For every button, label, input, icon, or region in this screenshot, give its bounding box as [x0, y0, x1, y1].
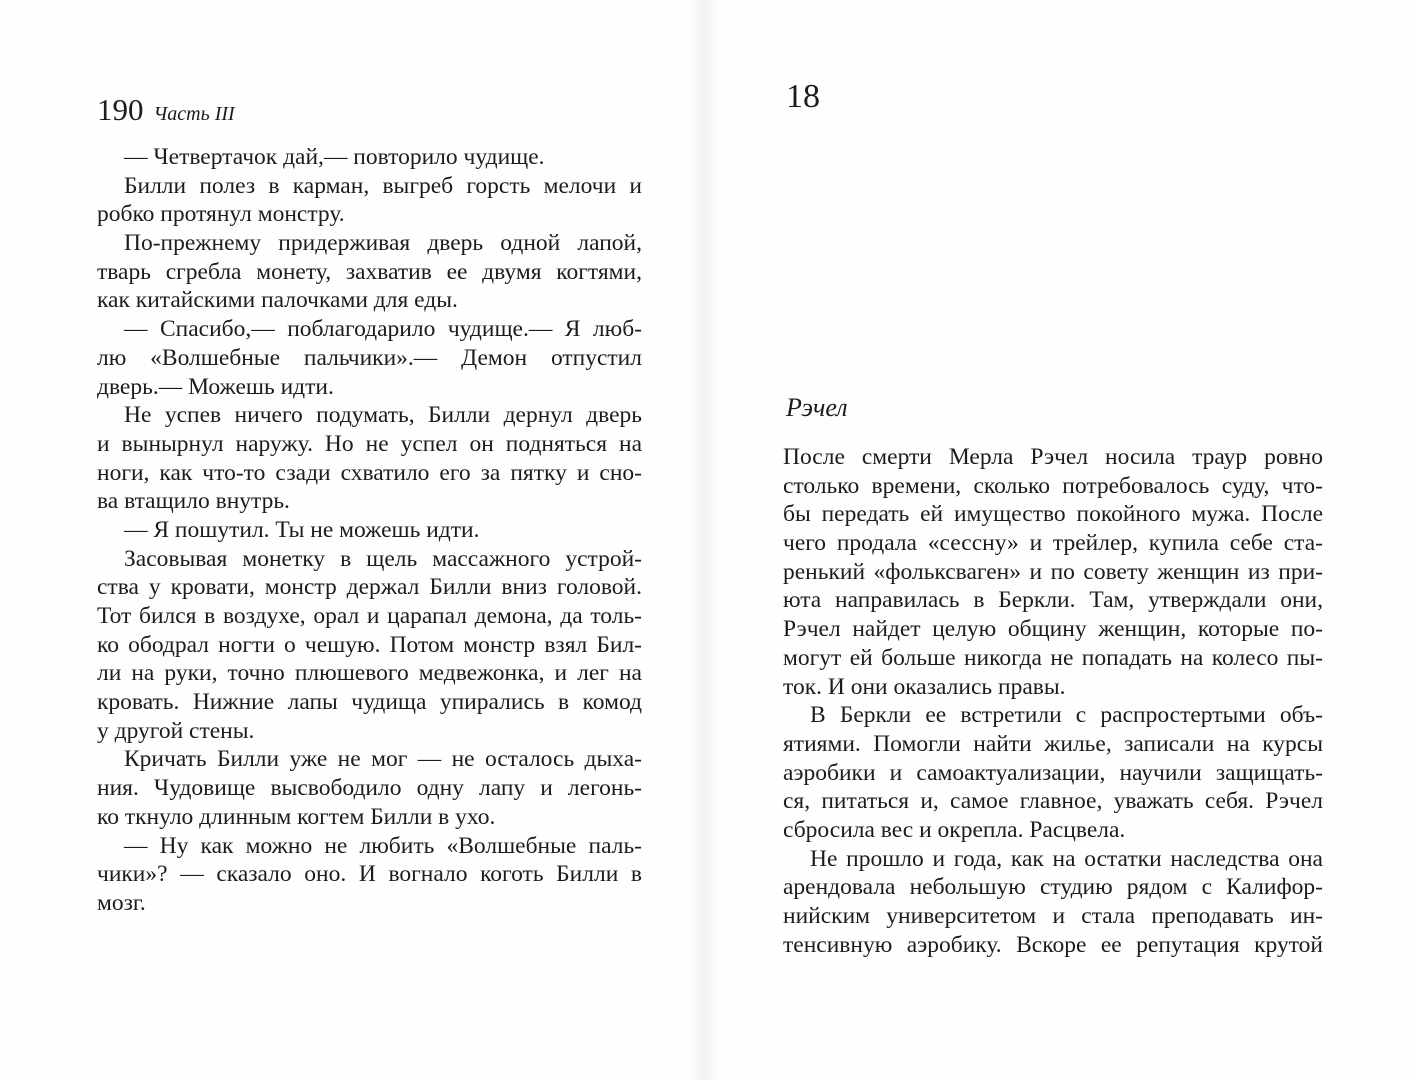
text-line: тенсивную аэробику. Вскоре ее репутация крутой — [783, 931, 1323, 958]
page-gutter — [690, 0, 720, 1080]
text-line: ния. Чудовище высвободило одну лапу и легонь- — [97, 775, 642, 802]
text-line: По-прежнему придерживая дверь одной лапой, — [124, 230, 642, 257]
text-line: и вынырнул наружу. Но не успел он подняться на — [97, 430, 642, 457]
right-body-text — [783, 443, 1323, 959]
text-line: ства у кровати, монстр держал Билли вниз головой. — [97, 574, 642, 601]
text-line: нийским университетом и стала преподавать ин- — [783, 903, 1323, 929]
text-line: — Спасибо,— поблагодарило чудище.— Я люб- — [124, 316, 642, 343]
text-line: В Беркли ее встретили с распростертыми объ- — [810, 702, 1323, 729]
part-title: Часть III — [153, 103, 235, 125]
text-line: Кричать Билли уже не мог — не осталось дыха- — [124, 746, 642, 773]
text-line: чего продала «сессну» и трейлер, купила себе ста- — [783, 530, 1323, 557]
text-line: аэробики и самоактуализации, научили защищать- — [783, 759, 1323, 786]
text-line: столько времени, сколько потребовалось суду, что- — [783, 472, 1323, 499]
text-line: ток. И они оказались правы. — [783, 673, 1066, 700]
text-line: ли на руки, точно плюшевого медвежонка, и лег на — [97, 660, 642, 687]
text-line: — Ну как можно не любить «Волшебные паль- — [124, 832, 642, 859]
text-line: бы передать ей имущество покойного мужа. После — [783, 501, 1323, 528]
text-line: сбросила вес и окрепла. Расцвела. — [783, 816, 1126, 843]
text-line: ренький «фольксваген» и по совету женщин из при- — [783, 558, 1323, 585]
text-line: как китайскими палочками для еды. — [97, 287, 458, 314]
text-line: Не прошло и года, как на остатки наследства она — [810, 845, 1323, 872]
text-line: ва втащило внутрь. — [97, 488, 290, 515]
text-line: дверь.— Можешь идти. — [97, 373, 334, 400]
text-line: могут ей больше никогда не попадать на колесо пы- — [783, 644, 1323, 671]
text-line: юта направилась в Беркли. Там, утверждали они, — [783, 587, 1323, 614]
text-line: робко протянул монстру. — [97, 201, 345, 228]
text-line: ко ткнуло длинным когтем Билли в ухо. — [97, 803, 496, 830]
text-line: Билли полез в карман, выгреб горсть мелочи и — [124, 172, 642, 199]
text-line: ятиями. Помогли найти жилье, записали на курсы — [783, 730, 1323, 757]
page-number: 190 — [97, 92, 144, 127]
text-line: — Я пошутил. Ты не можешь идти. — [124, 516, 480, 543]
text-line: Не успев ничего подумать, Билли дернул дверь — [124, 402, 642, 429]
left-body-text — [97, 143, 642, 918]
text-line: кровать. Нижние лапы чудища упирались в комод — [97, 689, 642, 716]
text-line: Тот бился в воздухе, орал и царапал демона, да толь- — [97, 603, 642, 629]
text-line: Засовывая монетку в щель массажного устрой- — [124, 545, 642, 572]
text-line: Рэчел найдет целую общину женщин, которые по- — [783, 616, 1323, 643]
text-line: После смерти Мерла Рэчел носила траур ровно — [783, 444, 1323, 470]
text-line: тварь сгребла монету, захватив ее двумя когтями, — [97, 258, 642, 285]
text-line: — Четвертачок дай,— повторило чудище. — [124, 144, 545, 170]
text-line: ко ободрал ногти о чешую. Потом монстр взял Бил- — [97, 631, 642, 658]
text-line: у другой стены. — [97, 717, 255, 744]
section-heading: Рэчел — [786, 393, 848, 422]
chapter-number: 18 — [786, 78, 820, 115]
running-head — [97, 92, 235, 128]
text-line: ся, питаться и, самое главное, уважать себя. Рэчел — [783, 788, 1323, 815]
text-line: ноги, как что-то сзади схватило его за пятку и сно- — [97, 459, 642, 486]
text-line: мозг. — [97, 889, 146, 916]
text-line: арендовала небольшую студию рядом с Калифор- — [783, 874, 1323, 901]
text-line: чики»? — сказало оно. И вогнало коготь Билли в — [97, 861, 642, 888]
text-line: лю «Волшебные пальчики».— Демон отпустил — [97, 344, 642, 371]
